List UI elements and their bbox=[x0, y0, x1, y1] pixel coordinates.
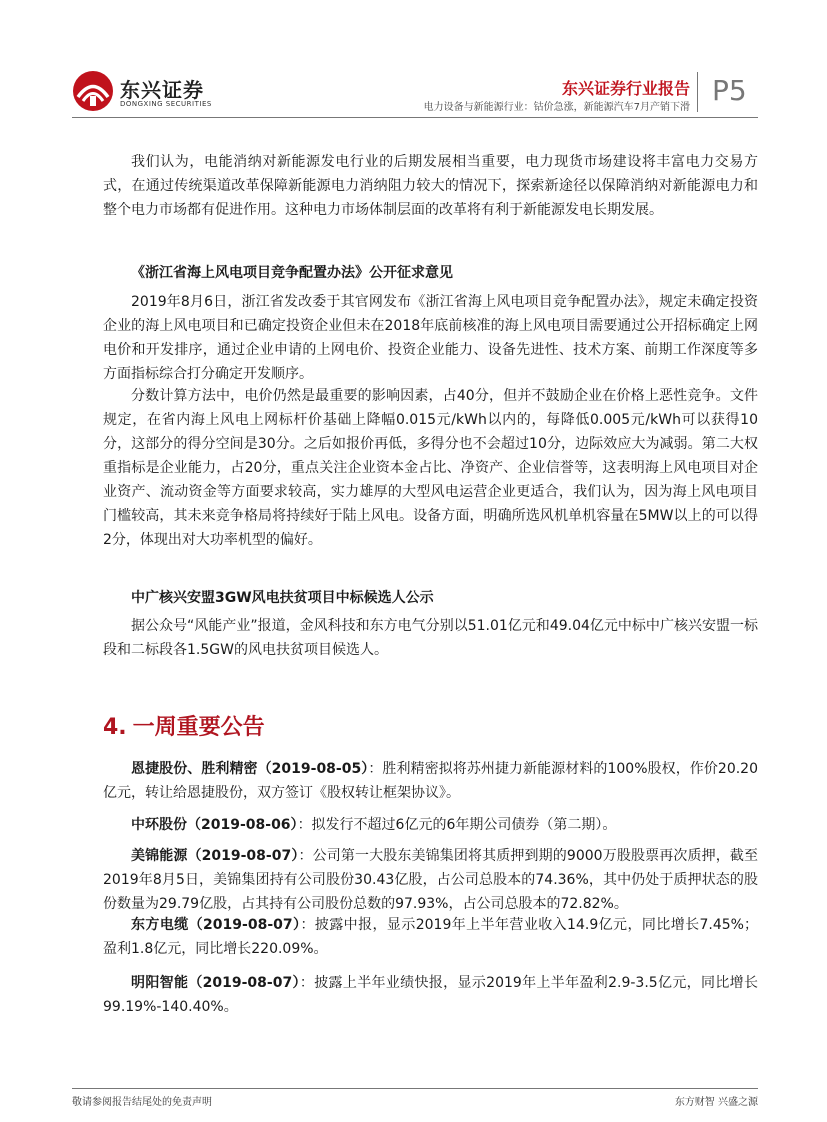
paragraph-scoring-method: 分数计算方法中，电价仍然是最重要的影响因素，占40分，但并不鼓励企业在价格上恶性竞争。文件规定，在省内海上风电上网标杆价基础上降幅0.015元/kWh以内的，每降低0.005元/kWh可以获得10分，这部分的得分空间是30分。之后如报价再低，多得分也不会超过10分，边际效应大为减弱。第二大权重指标是企业能力，占20分，重点关注企业资本金占比、净资产、企业信誉等，这表明海上风电项目对企业资产、流动资金等方面要求较高，实力雄厚的大型风电运营企业更适合，我们认为，因为海上风电项目门槛较高，其未来竞争格局将持续好于陆上风电。设备方面，明确所选风机单机容量在5MW以上的可以得2分，体现出对大功率机型的偏好。 bbox=[103, 388, 758, 548]
report-title: 东兴证券行业报告 bbox=[561, 79, 690, 98]
announcement-text: ：公司第一大股东美锦集团将其质押到期的9000万股股票再次质押，截至2019年8月5日，美锦集团持有公司股份30.43亿股，占公司总股本的74.36%，其中仍处于质押状态的股份数量为29.79亿股，占其持有公司股份总数的97.93%，占公司总股本的72.82%。 bbox=[103, 848, 758, 912]
footer-rule bbox=[72, 1088, 758, 1089]
announcement-text: ：拟发行不超过6亿元的6年期公司债券（第二期）。 bbox=[297, 817, 617, 833]
announcement-item bbox=[103, 913, 758, 961]
logo-chinese-name: 东兴证券 bbox=[120, 78, 204, 102]
announcement-text: ：披露上半年业绩快报，显示2019年上半年盈利2.9-3.5亿元，同比增长99.19%-140.40%。 bbox=[103, 975, 758, 1015]
announcement-text: ：披露中报，显示2019年上半年营业收入14.9亿元，同比增长7.45%；盈利1.8亿元，同比增长220.09%。 bbox=[103, 917, 758, 957]
heading-zhejiang-offshore-wind: 《浙江省海上风电项目竞争配置办法》公开征求意见 bbox=[131, 265, 453, 281]
header-rule bbox=[72, 117, 758, 118]
footer-disclaimer: 敬请参阅报告结尾处的免责声明 bbox=[72, 1097, 212, 1108]
announcement-item bbox=[103, 971, 758, 1019]
announcement-lead: 明阳智能（2019-08-07） bbox=[131, 975, 300, 991]
paragraph-cgn-bid: 据公众号“风能产业”报道，金风科技和东方电气分别以51.01亿元和49.04亿元中标中广核兴安盟一标段和二标段各1.5GW的风电扶贫项目候选人。 bbox=[103, 618, 758, 658]
company-logo bbox=[72, 68, 222, 118]
announcement-lead: 美锦能源（2019-08-07） bbox=[131, 848, 299, 864]
announcement-lead: 恩捷股份、胜利精密（2019-08-05） bbox=[131, 761, 369, 777]
section-title bbox=[103, 710, 265, 741]
announcement-lead: 东方电缆（2019-08-07） bbox=[131, 917, 301, 933]
header-divider bbox=[697, 72, 698, 112]
announcement-item bbox=[103, 813, 758, 837]
paragraph-zhejiang-policy: 2019年8月6日，浙江省发改委于其官网发布《浙江省海上风电项目竞争配置办法》，规定未确定投资企业的海上风电项目和已确定投资企业但未在2018年底前核准的海上风电项目需要通过公开招标确定上网电价和开发排序，通过企业申请的上网电价、投资企业能力、设备先进性、技术方案、前期工作深度等多方面指标综合打分确定开发顺序。 bbox=[103, 294, 758, 382]
page-number: P5 bbox=[712, 74, 747, 107]
dongxing-logo-icon bbox=[72, 70, 114, 112]
paragraph-power-market: 我们认为，电能消纳对新能源发电行业的后期发展相当重要，电力现货市场建设将丰富电力交易方式，在通过传统渠道改革保障新能源电力消纳阻力较大的情况下，探索新途径以保障消纳对新能源电力和整个电力市场都有促进作用。这种电力市场体制层面的改革将有利于新能源发电长期发展。 bbox=[103, 154, 758, 218]
report-subtitle: 电力设备与新能源行业：钴价急涨，新能源汽车7月产销下滑 bbox=[423, 102, 690, 113]
section-title-text: 一周重要公告 bbox=[132, 715, 265, 740]
announcement-text: ：胜利精密拟将苏州捷力新能源材料的100%股权，作价20.20亿元，转让给恩捷股份，双方签订《股权转让框架协议》。 bbox=[103, 761, 758, 801]
announcement-lead: 中环股份（2019-08-06） bbox=[131, 817, 298, 833]
logo-english-name: DONGXING SECURITIES bbox=[120, 100, 212, 108]
announcement-item bbox=[103, 757, 758, 805]
heading-cgn-xinganmeng: 中广核兴安盟3GW风电扶贫项目中标候选人公示 bbox=[131, 590, 434, 606]
footer-slogan: 东方财智 兴盛之源 bbox=[674, 1097, 758, 1108]
announcement-item bbox=[103, 844, 758, 916]
section-number: 4. bbox=[103, 715, 127, 740]
